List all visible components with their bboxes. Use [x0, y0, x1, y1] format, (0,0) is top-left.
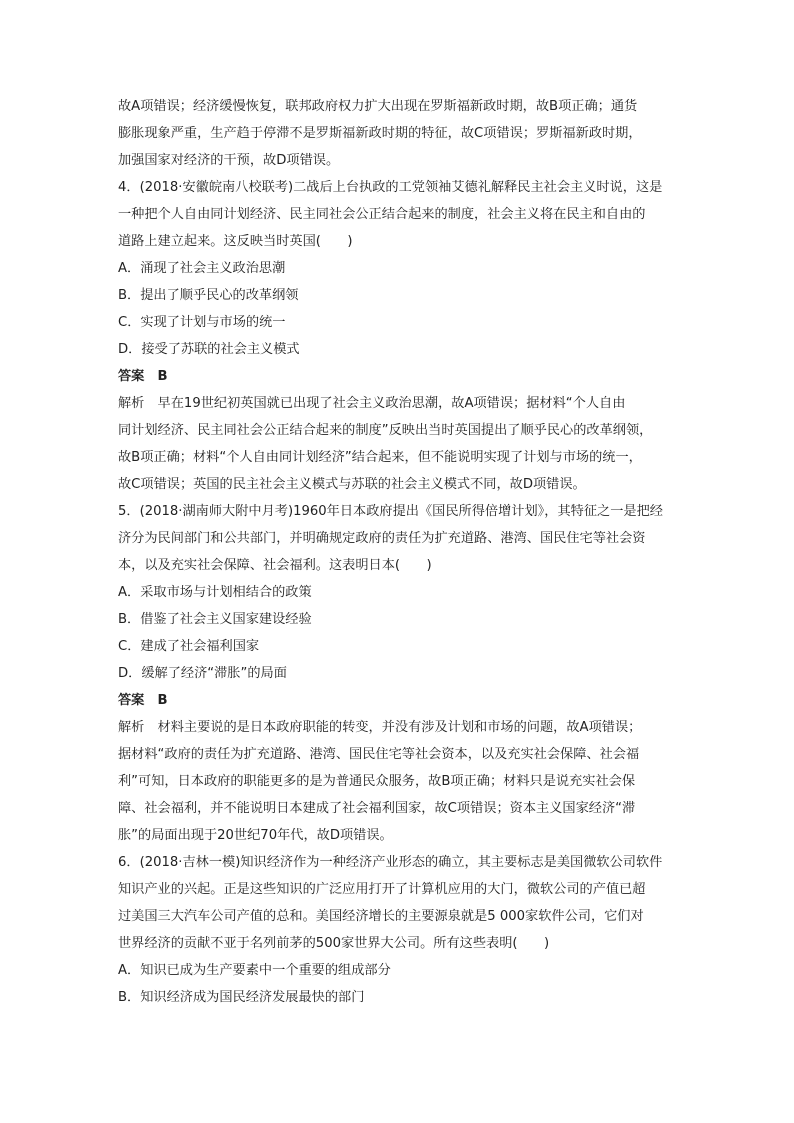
question-5-answer: 答案 B [118, 693, 168, 708]
question-6-option-b: B．知识经济成为国民经济发展最快的部门 [118, 990, 365, 1005]
question-5-analysis: 利”可知，日本政府的职能更多的是为普通民众服务，故B项正确；材料只是说充实社会保 [118, 774, 636, 789]
question-5-analysis: 据材料“政府的责任为扩充道路、港湾、国民住宅等社会资本，以及充实社会保障、社会福 [118, 747, 640, 762]
question-5-option-c: C．建成了社会福利国家 [118, 639, 260, 654]
question-5-analysis: 胀”的局面出现于20世纪70年代，故D项错误。 [118, 828, 393, 843]
question-4-analysis: 解析 早在19世纪初英国就已出现了社会主义政治思潮，故A项错误；据材料“个人自由 [118, 396, 626, 411]
question-6-stem: 6．(2018·吉林一模)知识经济作为一种经济产业形态的确立，其主要标志是美国微软公司软件 [118, 855, 663, 870]
question-4-stem: 道路上建立起来。这反映当时英国( ) [118, 234, 353, 249]
question-4-option-b: B．提出了顺乎民心的改革纲领 [118, 288, 299, 303]
question-5-stem: 济分为民间部门和公共部门，并明确规定政府的责任为扩充道路、港湾、国民住宅等社会资 [118, 531, 646, 546]
question-4-option-c: C．实现了计划与市场的统一 [118, 315, 286, 330]
question-6-stem: 知识产业的兴起。正是这些知识的广泛应用打开了计算机应用的大门，微软公司的产值已超 [118, 882, 646, 897]
text-line: 加强国家对经济的干预，故D项错误。 [118, 153, 340, 168]
document-body [118, 93, 678, 1011]
question-5-option-d: D．缓解了经济“滞胀”的局面 [118, 666, 287, 681]
text-line: 膨胀现象严重，生产趋于停滞不是罗斯福新政时期的特征，故C项错误；罗斯福新政时期， [118, 126, 642, 141]
question-4-stem: 一种把个人自由同计划经济、民主同社会公正结合起来的制度，社会主义将在民主和自由的 [118, 207, 646, 222]
question-6-stem: 世界经济的贡献不亚于名列前茅的500家世界大公司。所有这些表明( ) [118, 936, 550, 951]
text-line: 故A项错误；经济缓慢恢复，联邦政府权力扩大出现在罗斯福新政时期，故B项正确；通货 [118, 99, 638, 114]
question-5-option-a: A．采取市场与计划相结合的政策 [118, 585, 312, 600]
question-5-stem: 5．(2018·湖南师大附中月考)1960年日本政府提出《国民所得倍增计划》，其特征之一是把经 [118, 504, 663, 519]
question-4-option-a: A．涌现了社会主义政治思潮 [118, 261, 286, 276]
question-5-analysis: 解析 材料主要说的是日本政府职能的转变，并没有涉及计划和市场的问题，故A项错误； [118, 720, 642, 735]
question-5-stem: 本，以及充实社会保障、社会福利。这表明日本( ) [118, 558, 432, 573]
question-4-analysis: 故C项错误；英国的民主社会主义模式与苏联的社会主义模式不同，故D项错误。 [118, 477, 586, 492]
question-5-option-b: B．借鉴了社会主义国家建设经验 [118, 612, 312, 627]
question-4-analysis: 故B项正确；材料“个人自由同计划经济”结合起来，但不能说明实现了计划与市场的统一， [118, 450, 642, 465]
question-4-answer: 答案 B [118, 369, 168, 384]
question-4-stem: 4．(2018·安徽皖南八校联考)二战后上台执政的工党领袖艾德礼解释民主社会主义时说，这是 [118, 180, 663, 195]
question-4-option-d: D．接受了苏联的社会主义模式 [118, 342, 300, 357]
question-5-analysis: 障、社会福利，并不能说明日本建成了社会福利国家，故C项错误；资本主义国家经济“滞 [118, 801, 636, 816]
question-6-option-a: A．知识已成为生产要素中一个重要的组成部分 [118, 963, 391, 978]
question-6-stem: 过美国三大汽车公司产值的总和。美国经济增长的主要源泉就是5 000家软件公司，它们对 [118, 909, 644, 924]
question-4-analysis: 同计划经济、民主同社会公正结合起来的制度”反映出当时英国提出了顺乎民心的改革纲领， [118, 423, 653, 438]
